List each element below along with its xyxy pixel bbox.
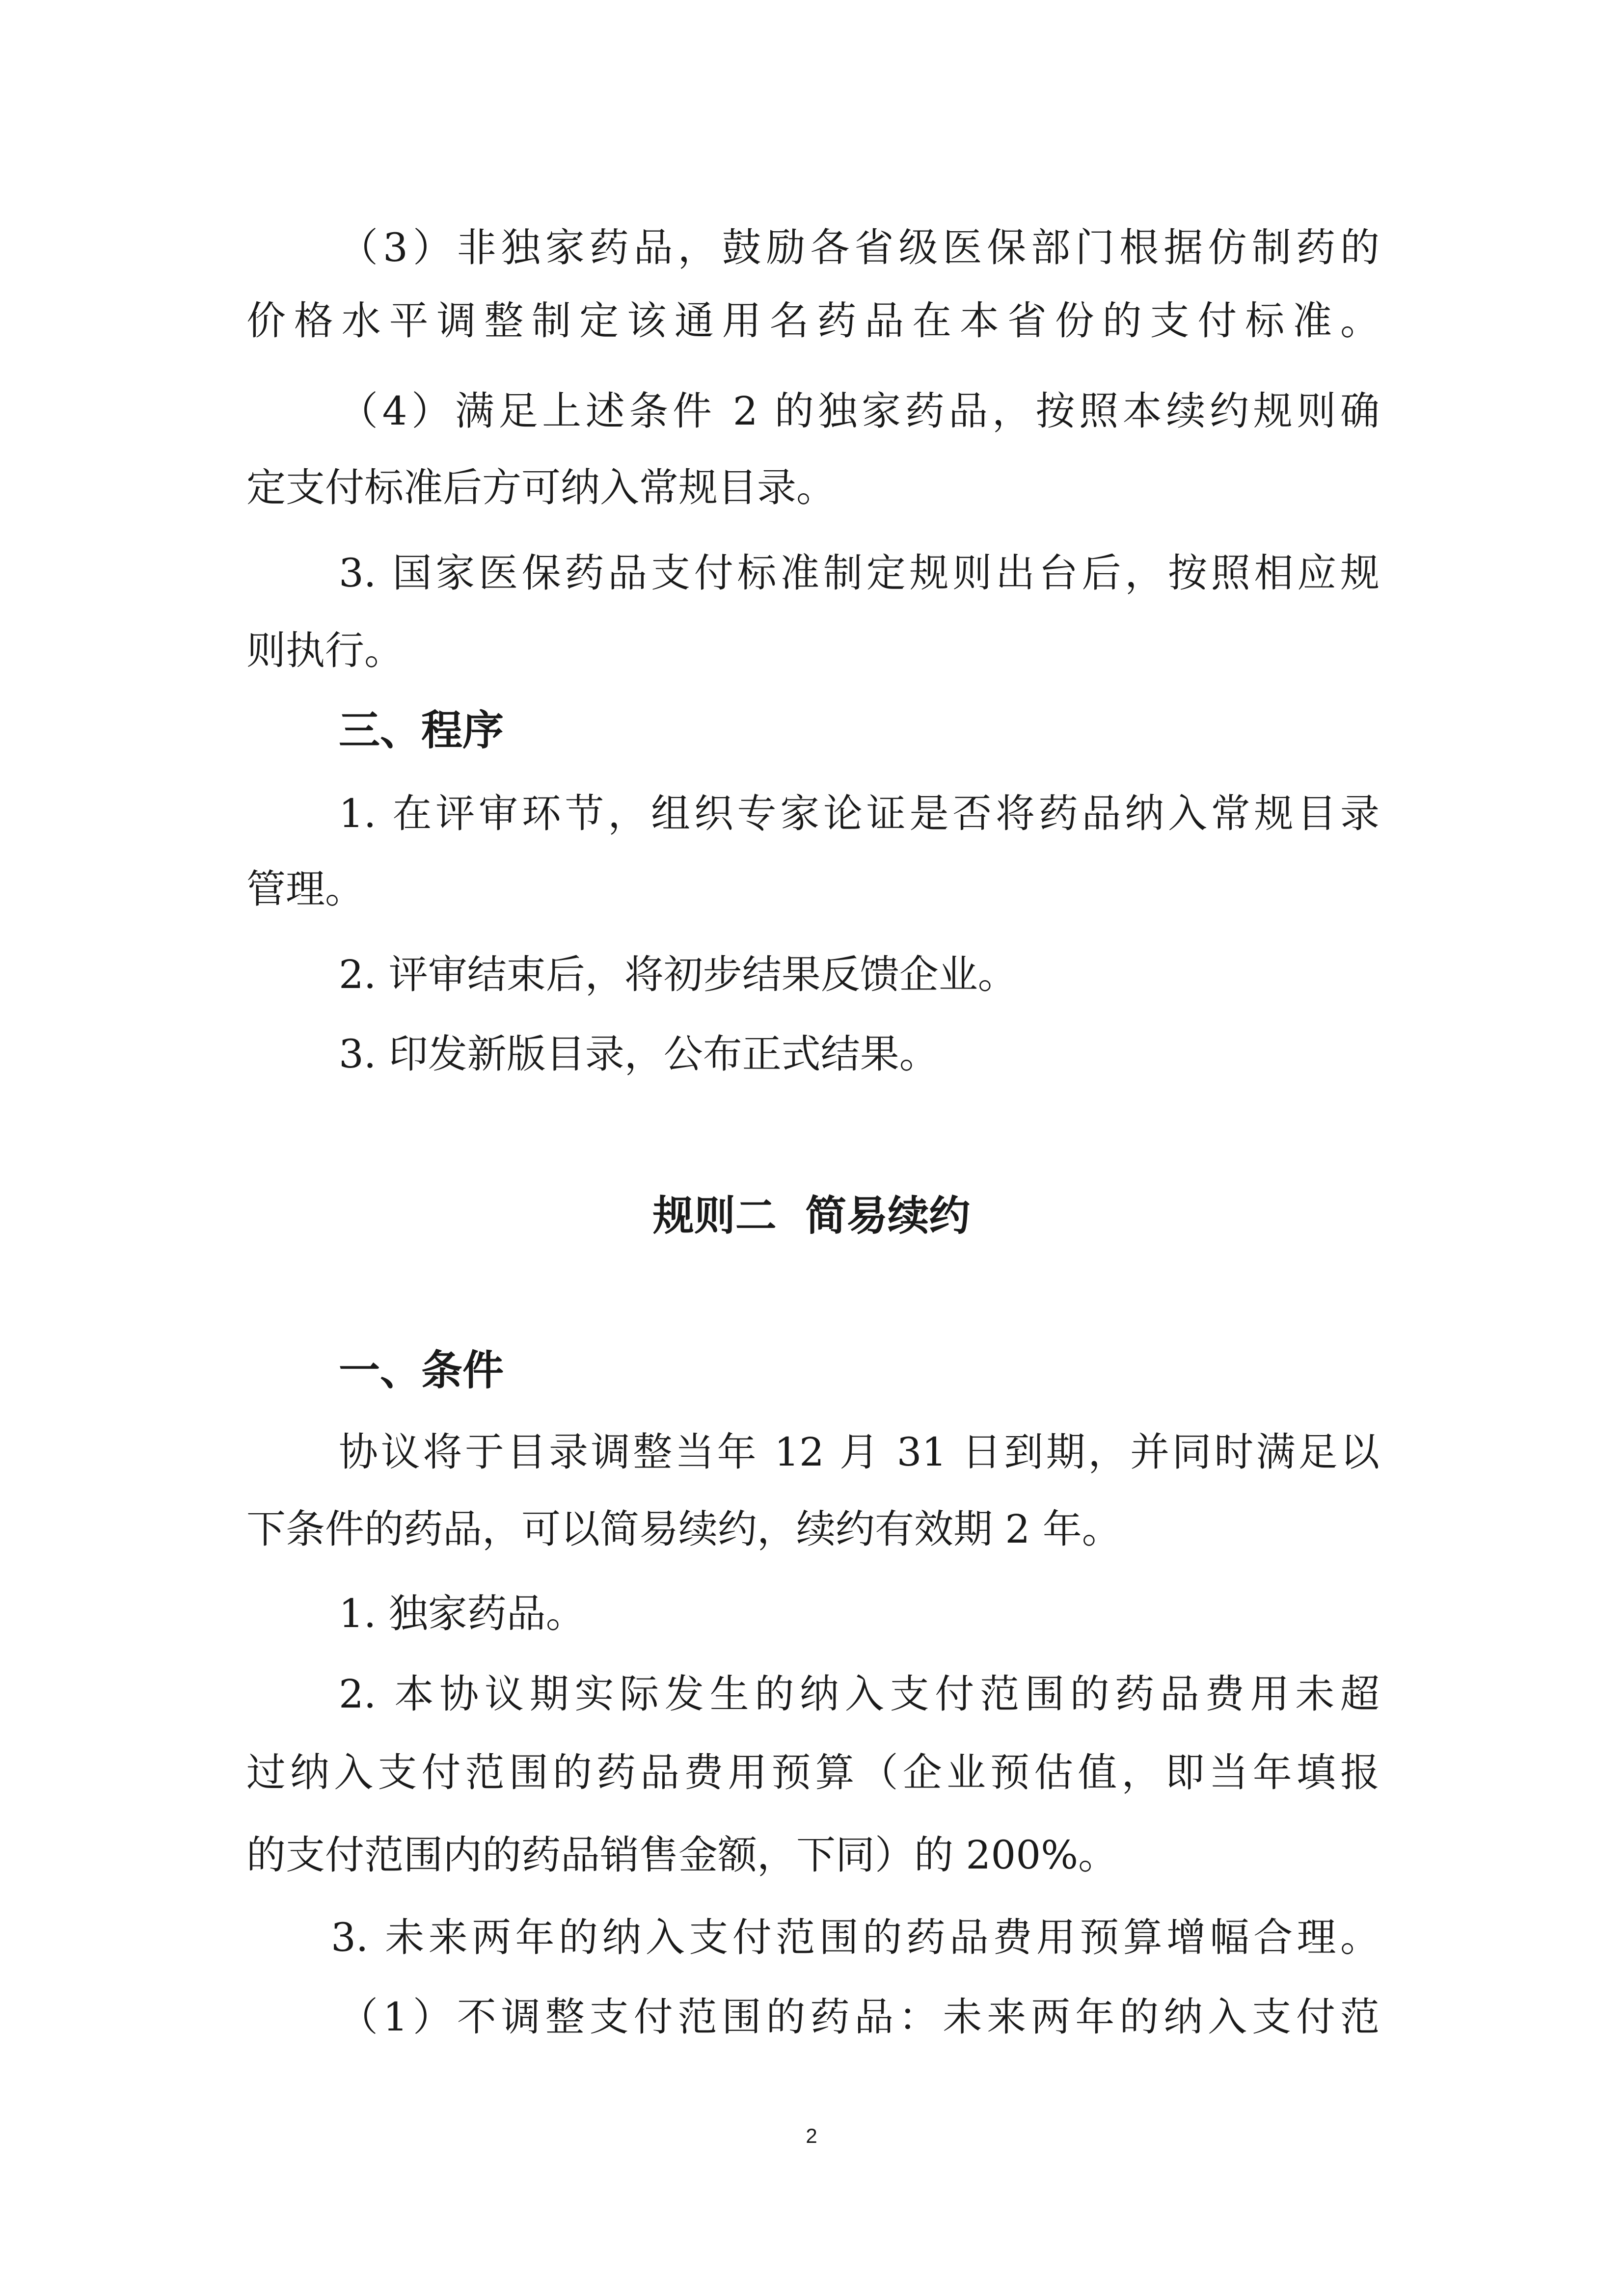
paragraph-line: （4）满足上述条件 2 的独家药品，按照本续约规则确 [339, 388, 1380, 434]
paragraph-line: 管理。 [246, 866, 364, 912]
paragraph-line: 1. 在评审环节，组织专家论证是否将药品纳入常规目录 [339, 791, 1380, 836]
rule-title: 规则二 简易续约 [652, 1192, 971, 1240]
paragraph-line: 定支付标准后方可纳入常规目录。 [246, 465, 836, 510]
paragraph-line: 下条件的药品，可以简易续约，续约有效期 2 年。 [246, 1506, 1121, 1552]
paragraph-line: （3）非独家药品，鼓励各省级医保部门根据仿制药的 [339, 225, 1380, 270]
paragraph-line: （1）不调整支付范围的药品：未来两年的纳入支付范 [339, 1994, 1380, 2040]
section-heading: 一、条件 [339, 1346, 504, 1394]
paragraph-line: 3. 国家医保药品支付标准制定规则出台后，按照相应规 [339, 550, 1380, 596]
paragraph-line: 3. 印发新版目录，公布正式结果。 [339, 1031, 939, 1077]
page-number: 2 [806, 2124, 817, 2147]
paragraph-line: 2. 评审结束后，将初步结果反馈企业。 [339, 952, 1017, 997]
paragraph-line: 协议将于目录调整当年 12 月 31 日到期，并同时满足以 [339, 1429, 1380, 1475]
paragraph-line: 则执行。 [246, 628, 404, 673]
paragraph-line: 1. 独家药品。 [339, 1591, 585, 1636]
paragraph-line: 价格水平调整制定该通用名药品在本省份的支付标准。 [246, 298, 1380, 344]
paragraph-line: 2. 本协议期实际发生的纳入支付范围的药品费用未超 [339, 1671, 1380, 1717]
paragraph-line: 的支付范围内的药品销售金额，下同）的 200%。 [246, 1832, 1118, 1878]
paragraph-line: 过纳入支付范围的药品费用预算（企业预估值，即当年填报 [246, 1750, 1380, 1795]
paragraph-line: 3. 未来两年的纳入支付范围的药品费用预算增幅合理。 [331, 1915, 1380, 1960]
section-heading: 三、程序 [339, 706, 504, 754]
